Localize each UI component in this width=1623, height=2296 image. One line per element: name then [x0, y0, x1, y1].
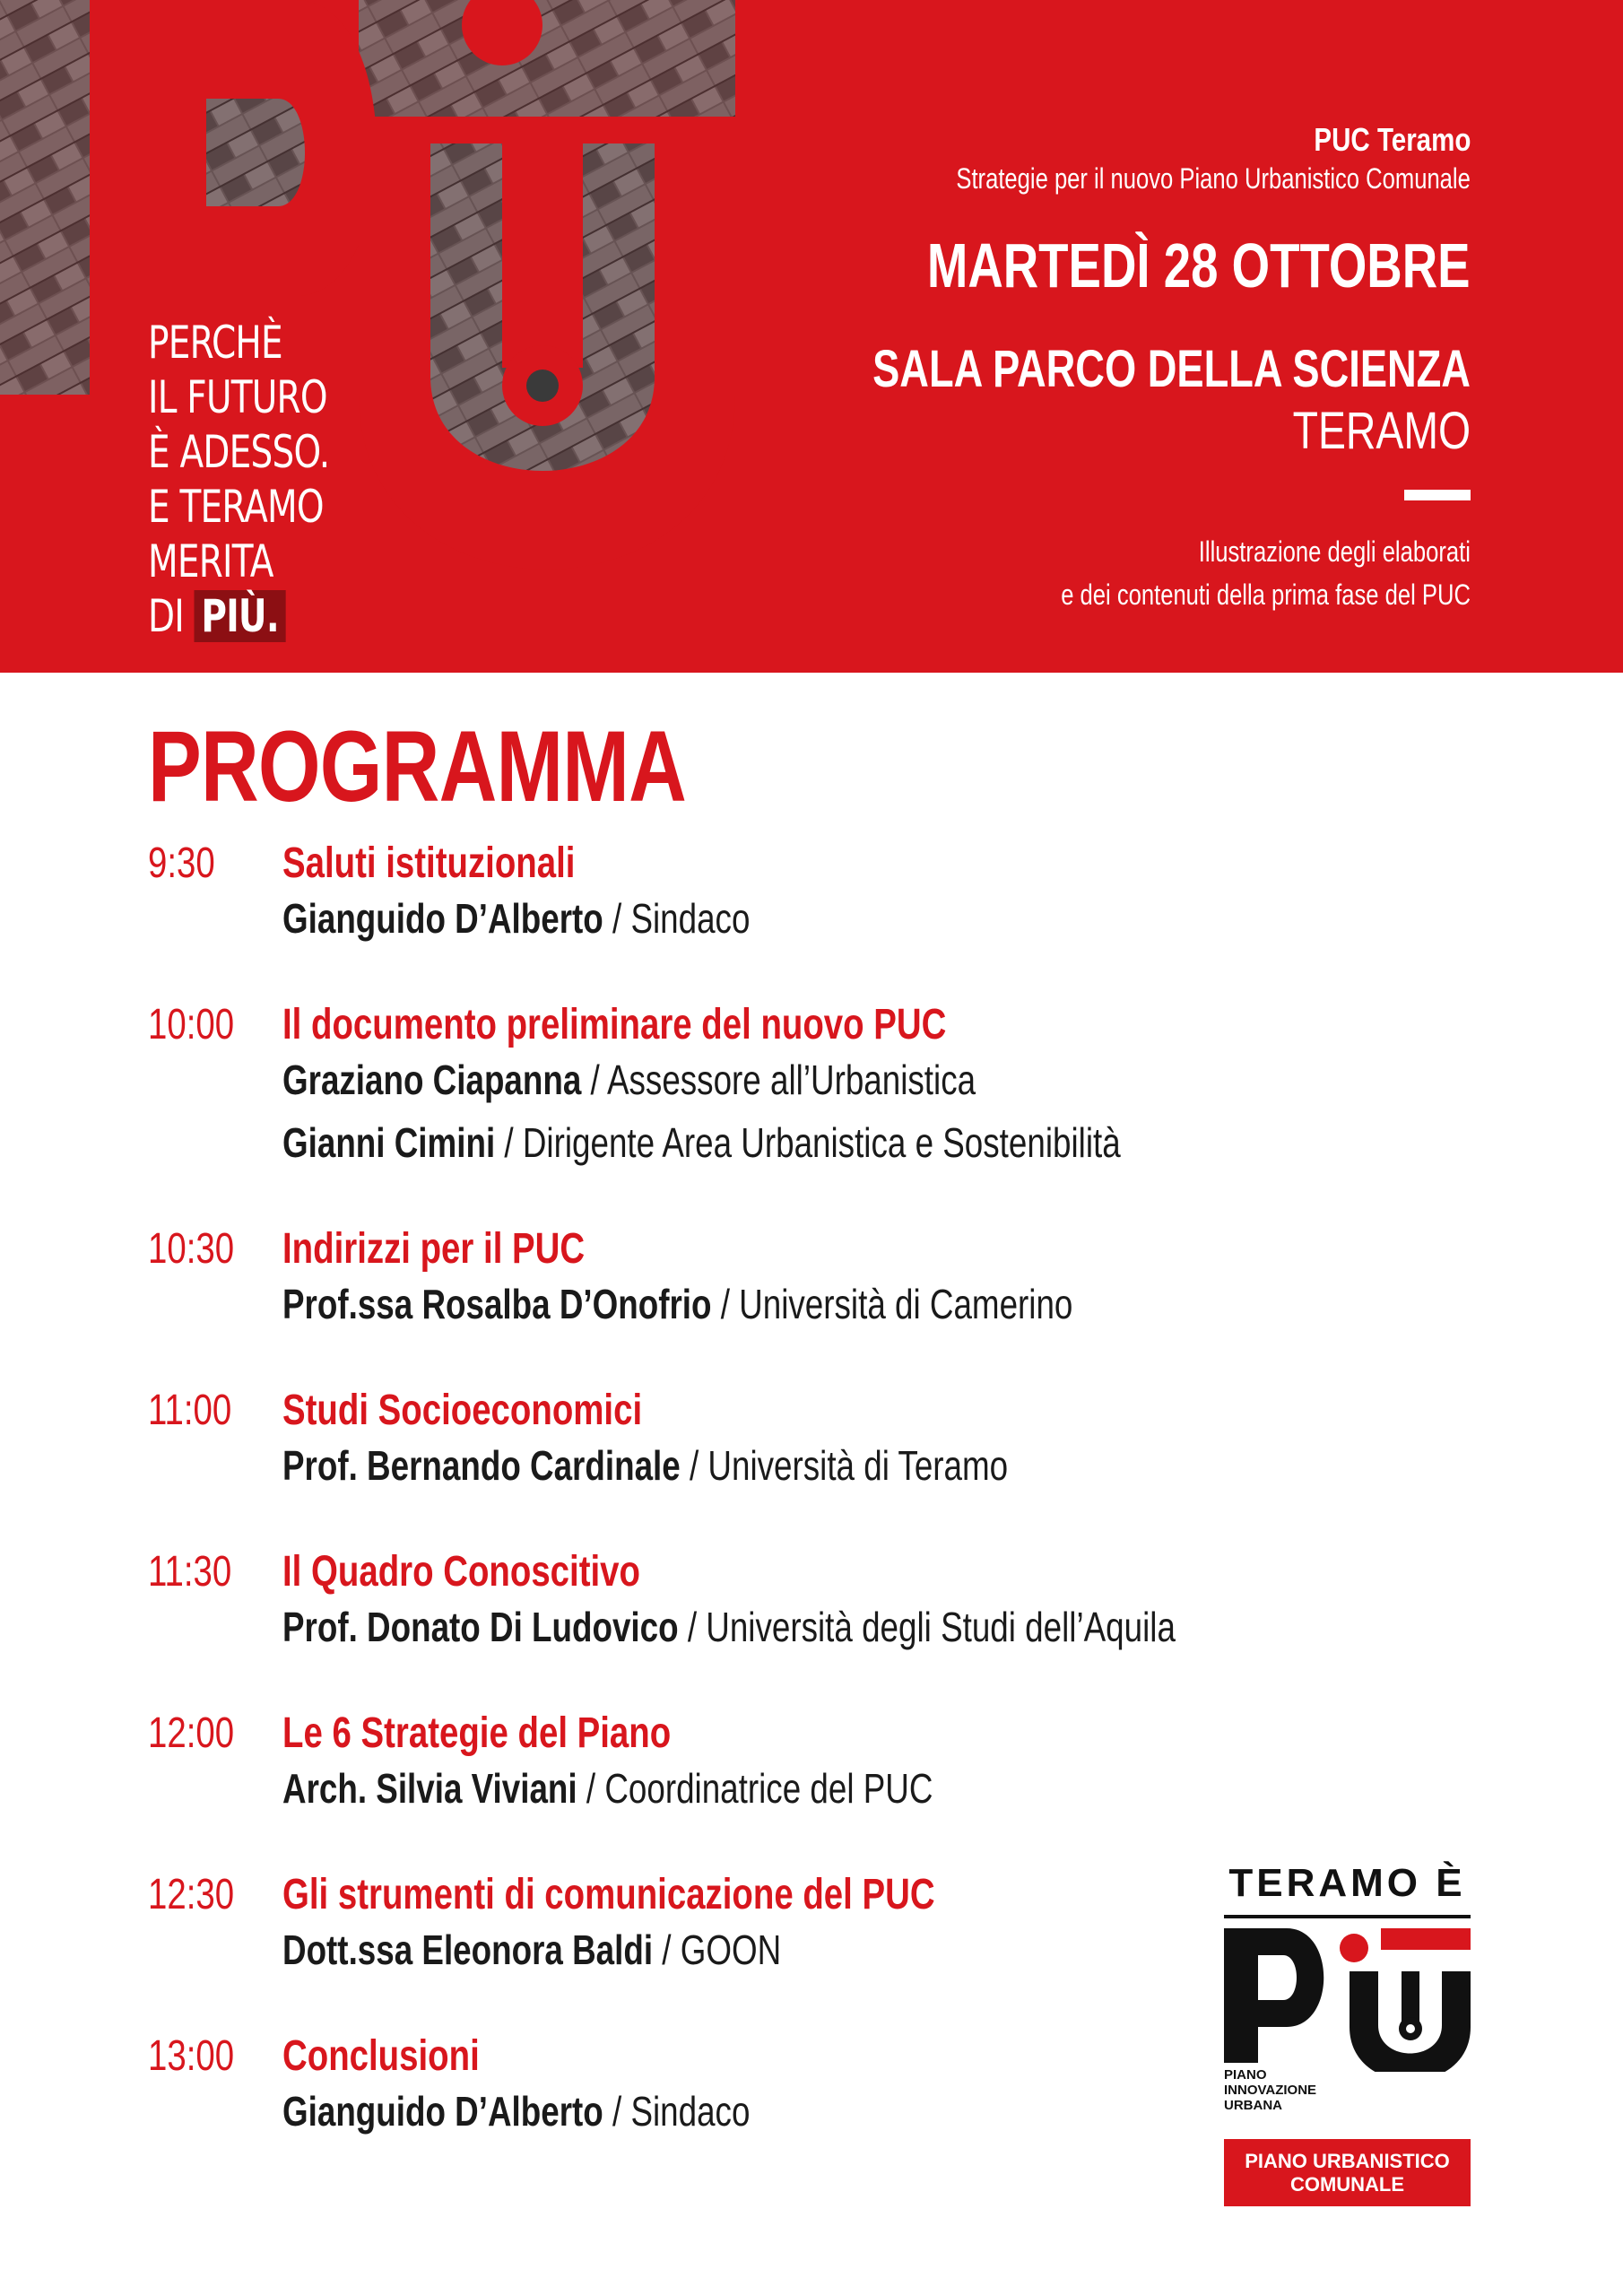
agenda-topic: Indirizzi per il PUC: [282, 1225, 586, 1273]
piu-graphic: [0, 0, 735, 673]
agenda-item: [148, 1000, 1314, 1181]
tagline-line: PERCHÈ: [148, 317, 282, 369]
agenda-item: [148, 1709, 1314, 1827]
speaker-separator: /: [612, 2088, 622, 2135]
divider: [1404, 490, 1471, 500]
speaker-name: Graziano Ciapanna: [282, 1057, 582, 1103]
logo-sub-line: PIANO: [1224, 2067, 1267, 2083]
tagline-prefix: DI: [148, 590, 184, 642]
agenda-speaker: [282, 1280, 1107, 1343]
agenda-speaker: [282, 1764, 1107, 1827]
aerial-city-photo: [0, 0, 735, 673]
teramo-piu-logo: [1224, 1861, 1471, 2206]
agenda-topic: Conclusioni: [282, 2032, 480, 2080]
speaker-name: Prof.ssa Rosalba D’Onofrio: [282, 1281, 712, 1327]
speaker-name: Gianguido D’Alberto: [282, 2088, 603, 2135]
event-subtitle: Strategie per il nuovo Piano Urbanistico Comunale: [956, 162, 1471, 195]
agenda-speaker: [282, 1603, 1176, 1665]
speaker-separator: /: [590, 1057, 600, 1103]
tagline-line: È ADESSO.: [148, 426, 330, 478]
speaker-name: Gianni Cimini: [282, 1119, 496, 1166]
speaker-separator: /: [662, 1926, 672, 1973]
event-description: Illustrazione degli elaborati: [1198, 535, 1471, 568]
speaker-role: Sindaco: [630, 2088, 751, 2135]
speaker-separator: /: [689, 1442, 699, 1489]
logo-badge: [1224, 2139, 1471, 2206]
agenda-speaker: [282, 1056, 1107, 1118]
event-title: PUC Teramo: [1314, 121, 1471, 158]
agenda-list: [148, 839, 1317, 2193]
speaker-role: Università degli Studi dell’Aquila: [706, 1604, 1176, 1650]
speaker-name: Dott.ssa Eleonora Baldi: [282, 1926, 654, 1973]
agenda-time: 10:00: [148, 1001, 235, 1048]
tagline-line: MERITA: [148, 535, 273, 587]
speaker-name: Prof. Bernando Cardinale: [282, 1442, 681, 1489]
logo-rule: [1224, 1915, 1471, 1918]
speaker-role: Sindaco: [630, 895, 751, 942]
speaker-separator: /: [720, 1281, 730, 1327]
speaker-name: Prof. Donato Di Ludovico: [282, 1604, 679, 1650]
agenda-time: 12:30: [148, 1871, 235, 1918]
tagline-line: [148, 589, 329, 644]
agenda-time: 13:00: [148, 2032, 235, 2080]
logo-sub-line: INNOVAZIONE: [1224, 2083, 1317, 2098]
agenda-topic: Gli strumenti di comunicazione del PUC: [282, 1871, 935, 1918]
speaker-role: Università di Camerino: [739, 1281, 1073, 1327]
event-venue: SALA PARCO DELLA SCIENZA: [872, 340, 1471, 398]
speaker-separator: /: [687, 1604, 698, 1650]
speaker-role: GOON: [680, 1926, 782, 1973]
event-city: TERAMO: [1292, 402, 1471, 460]
logo-sub-line: URBANA: [1224, 2098, 1282, 2113]
piu-mark-icon: [1224, 1928, 1471, 2072]
agenda-time: 11:00: [148, 1387, 232, 1434]
speaker-role: Assessore all’Urbanistica: [606, 1057, 976, 1103]
speaker-role: Dirigente Area Urbanistica e Sostenibilità: [522, 1119, 1121, 1166]
speaker-role: Coordinatrice del PUC: [604, 1765, 933, 1812]
agenda-speaker: [282, 1441, 1107, 1504]
agenda-speaker: [282, 1118, 1121, 1181]
speaker-separator: /: [612, 895, 622, 942]
agenda-speaker: [282, 2087, 1107, 2150]
tagline-line: IL FUTURO: [148, 371, 327, 423]
speaker-name: Gianguido D’Alberto: [282, 895, 603, 942]
logo-subtitle: [1224, 2067, 1316, 2113]
agenda-time: 10:30: [148, 1225, 235, 1273]
program-title: PROGRAMMA: [148, 710, 687, 822]
agenda-topic: Saluti istituzionali: [282, 839, 576, 887]
logo-badge-line: COMUNALE: [1289, 2173, 1405, 2196]
agenda-item: [148, 1224, 1314, 1343]
event-description: e dei contenuti della prima fase del PUC: [1061, 578, 1471, 611]
tagline-highlight: PIÙ.: [195, 590, 286, 642]
agenda-time: 9:30: [148, 839, 215, 887]
agenda-time: 12:00: [148, 1709, 235, 1757]
agenda-speaker: [282, 1926, 1107, 1988]
event-info: [664, 121, 1471, 616]
logo-top-text: TERAMO È: [1228, 1861, 1466, 1905]
agenda-topic: Il documento preliminare del nuovo PUC: [282, 1001, 947, 1048]
speaker-separator: /: [504, 1119, 514, 1166]
agenda-topic: Le 6 Strategie del Piano: [282, 1709, 672, 1757]
agenda-item: [148, 839, 1314, 957]
tagline: [148, 316, 329, 644]
agenda-topic: Studi Socioeconomici: [282, 1387, 643, 1434]
logo-badge-line: PIANO URBANISTICO: [1245, 2150, 1450, 2172]
speaker-name: Arch. Silvia Viviani: [282, 1765, 577, 1812]
agenda-item: [148, 2031, 1317, 2150]
agenda-item: [148, 1547, 1314, 1665]
speaker-separator: /: [586, 1765, 596, 1812]
speaker-role: Università di Teramo: [707, 1442, 1009, 1489]
agenda-item: [148, 1386, 1314, 1504]
agenda-topic: Il Quadro Conoscitivo: [282, 1548, 640, 1596]
event-date: MARTEDÌ 28 OTTOBRE: [927, 230, 1471, 300]
event-header: [0, 0, 1623, 673]
agenda-item: [148, 1870, 1314, 1988]
tagline-line: E TERAMO: [148, 481, 324, 533]
agenda-speaker: [282, 894, 1107, 957]
agenda-time: 11:30: [148, 1548, 232, 1596]
